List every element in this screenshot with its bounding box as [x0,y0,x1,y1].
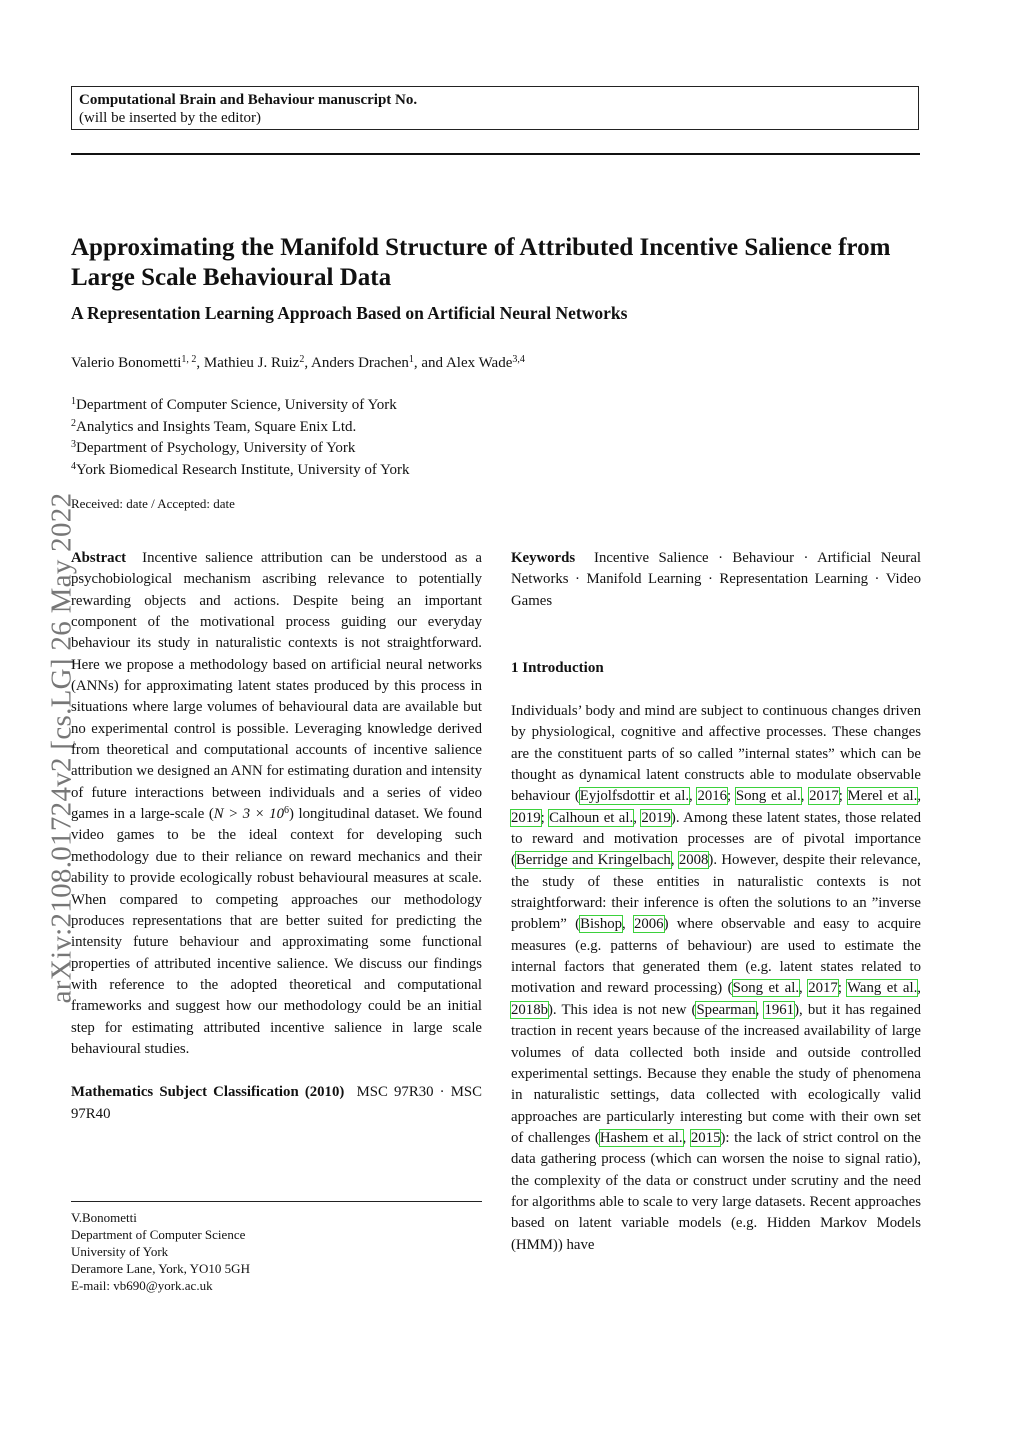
author-separator: , and [413,355,446,371]
citation-link[interactable]: Song et al. [732,980,800,997]
paper-title: Approximating the Manifold Structure of Attributed Incentive Salience from Large Scale Behavioural Data [71,234,891,291]
citation-link[interactable]: 1961 [764,1001,795,1018]
author-affil-mark: 2 [299,354,305,365]
affiliation-text: Analytics and Insights Team, Square Enix Ltd. [76,418,357,435]
paper-subtitle: A Representation Learning Approach Based on Artificial Neural Networks [71,303,628,323]
abstract-math-exponent: 6 [283,805,289,817]
citation-link[interactable]: 2006 [633,916,664,933]
citation-link[interactable]: Hashem et al. [599,1129,683,1146]
citation-link[interactable]: 2019 [511,809,541,826]
journal-name: Computational Brain and Behaviour manuscript No. [79,92,418,108]
author-list [71,355,525,372]
received-date: Received: date / Accepted: date [71,496,235,511]
abstract-label: Abstract [71,550,127,566]
keywords [511,548,921,612]
citation-link[interactable]: Merel et al. [847,788,918,805]
affiliation-text: Department of Computer Science, University of York [76,397,397,413]
left-column [71,548,482,1125]
affiliation-item [71,417,409,439]
abstract-text-part1: Incentive salience attribution can be understood as a psychobiological mechanism ascribing relevance to potentially rewarding objects and actions. Despite being an important component of the motivational process guiding our everyday behaviour its study in naturalistic contexts is not straightforward. Here we propose a methodology based on artificial neural networks (ANNs) for approximating latent states produced by this process in situations where large volumes of behavioural data are available but no experimental control is possible. Leveraging knowledge derived from theoretical and computational accounts of incentive salience attribution we designed an ANN for estimating duration and intensity of future interactions between individuals and a series of video games in a large-scale ( [71,550,482,823]
abstract-math: N > 3 × 10 [213,806,284,823]
citation-link[interactable]: 2019 [641,809,671,826]
abstract [71,548,482,1060]
author-name: Valerio Bonometti [71,355,182,371]
author-affil-mark: 1, 2 [181,354,197,365]
intro-text: ). Among these latent states, those related to reward and motivation processes are of pivotal importance ( [511,809,921,869]
citation-link[interactable]: 2008 [678,852,709,869]
journal-header-box [71,86,919,130]
section-heading-introduction: 1 Introduction [511,660,604,676]
affiliation-text: Department of Psychology, University of York [76,440,356,456]
author-separator: , [304,355,311,371]
footnote-line: Deramore Lane, York, YO10 5GH [71,1261,250,1276]
footnote-email: E-mail: vb690@york.ac.uk [71,1278,213,1293]
right-column [511,548,922,1253]
header-rule [71,153,920,155]
intro-text: ). This idea is not new ( [548,1001,697,1018]
citation-link[interactable]: 2018b [511,1001,548,1018]
keywords-label: Keywords [511,550,576,566]
keywords-text: Incentive Salience · Behaviour · Artificial Neural Networks · Manifold Learning · Representation Learning · Video Games [511,550,921,609]
msc-classification [71,1082,482,1125]
citation-link[interactable]: 2016 [697,788,728,805]
intro-text: ). However, despite their relevance, the study of these entities in naturalistic contexts is not straightforward: their inference is often the solutions to an ”inverse problem” ( [511,852,921,933]
footnote-rule [71,1201,482,1202]
author-name: Mathieu J. Ruiz [203,355,300,371]
citation-link[interactable]: 2017 [809,788,839,805]
affiliation-number: 1 [71,396,76,407]
citation-link[interactable]: 2017 [808,980,838,997]
abstract-text-part2: ) longitudinal dataset. We found video games to be the ideal context for developing such methodology due to their reliance on reward mechanics and their ability to provide ecologically robust behavioural measures at scale. When compared to competing approaches our methodology produces representations that are better suited for predicting the intensity future behaviour and approximating some functional properties of attributed incentive salience. We discuss our findings with reference to the adopted theoretical and computational frameworks and suggest how our methodology could be an initial step for estimating attributed incentive salience in large scale behavioural studies. [71,806,482,1057]
arxiv-stamp: arXiv:2108.01724v2 [cs.LG] 26 May 2022 [45,492,78,1004]
author-affil-mark: 3,4 [512,354,525,365]
affiliation-item [71,438,409,460]
intro-text: ) where observable and easy to acquire measures (e.g. patterns of behaviour) are used to estimate the internal factors that generated them (e.g. latent states related to motivation and reward processing) ( [511,916,921,997]
msc-codes: MSC 97R30 · MSC 97R40 [71,1084,482,1122]
citation-link[interactable]: Wang et al. [847,980,918,997]
intro-text: ): the lack of strict control on the data gathering process (which can worsen the noise to signal ratio), the complexity of the data or construct under scrutiny and the need for algorithms able to scale to very large datasets. Recent approaches based on latent variable models (e.g. Hidden Markov Models (HMM)) have [511,1129,921,1253]
author-name: Alex Wade [445,355,513,371]
citation-link[interactable]: Calhoun et al. [549,809,634,826]
footnote-line: Department of Computer Science [71,1227,246,1242]
affiliation-item [71,460,409,482]
citation-link[interactable]: Berridge and Kringelbach [515,852,671,869]
journal-note: (will be inserted by the editor) [79,110,262,126]
affiliation-list [71,395,409,481]
footnote-line: V.Bonometti [71,1210,137,1225]
citation-link[interactable]: Eyjolfsdottir et al. [579,788,690,805]
intro-text: ), but it has regained traction in recent years because of the increased availability of large volumes of data collected both inside and outside controlled experimental settings. Because they enable the study of phenomena in naturalistic settings, data collected with ecologically valid approaches are particularly interesting but come with their own set of challenges ( [511,1001,921,1146]
citation-link[interactable]: Bishop [580,916,623,933]
intro-text: Individuals’ body and mind are subject to continuous changes driven by physiological, cognitive and affective processes. These changes are the constituent parts of so called ”internal states” which can be thought as dynamical latent constructs able to modulate observable behaviour ( [511,703,921,805]
affiliation-number: 4 [71,460,76,472]
citation-link[interactable]: 2015 [690,1129,721,1146]
affiliation-number: 2 [71,417,76,429]
author-name: Anders Drachen [311,355,409,371]
introduction-paragraph: Individuals’ body and mind are subject to continuous changes driven by physiological, cognitive and affective processes. These changes are the constituent parts of so called ”internal states” which can be thought as dynamical latent constructs able to modulate observable behaviour (Eyjolfsdottir et al., 2016; Song et al., 2017; Merel et al., 2019; Calhoun et al., 2019). Among these latent states, those related to reward and motivation processes are of pivotal importance (Berridge and Kringelbach, 2008). However, despite their relevance, the study of these entities in naturalistic contexts is not straightforward: their inference is often the solutions to an ”inverse problem” (Bishop, 2006) where observable and easy to acquire measures (e.g. patterns of behaviour) are used to estimate the internal factors that generated them (e.g. latent states related to motivation and reward processing) (Song et al., 2017; Wang et al., 2018b). This idea is not new (Spearman, 1961), but it has regained traction in recent years because of the increased availability of large volumes of data collected both inside and outside controlled experimental settings. Because they enable the study of phenomena in naturalistic settings, data collected with ecologically valid approaches are particularly interesting but come with their own set of challenges (Hashem et al., 2015): the lack of strict control on the data gathering process (which can worsen the noise to signal ratio), the complexity of the data or construct under scrutiny and the need for algorithms able to scale to very large datasets. Recent approaches based on latent variable models (e.g. Hidden Markov Models (HMM)) have [511,703,922,1253]
citation-link[interactable]: Spearman [696,1001,756,1018]
author-affil-mark: 1 [408,354,414,365]
affiliation-item [71,395,409,417]
msc-label: Mathematics Subject Classification (2010) [71,1084,345,1101]
footnote-line: University of York [71,1244,169,1259]
author-separator: , [196,355,204,371]
affiliation-text: York Biomedical Research Institute, University of York [76,461,410,478]
affiliation-number: 3 [71,439,76,450]
corresponding-author-footnote [71,1209,250,1294]
citation-link[interactable]: Song et al. [735,788,801,805]
